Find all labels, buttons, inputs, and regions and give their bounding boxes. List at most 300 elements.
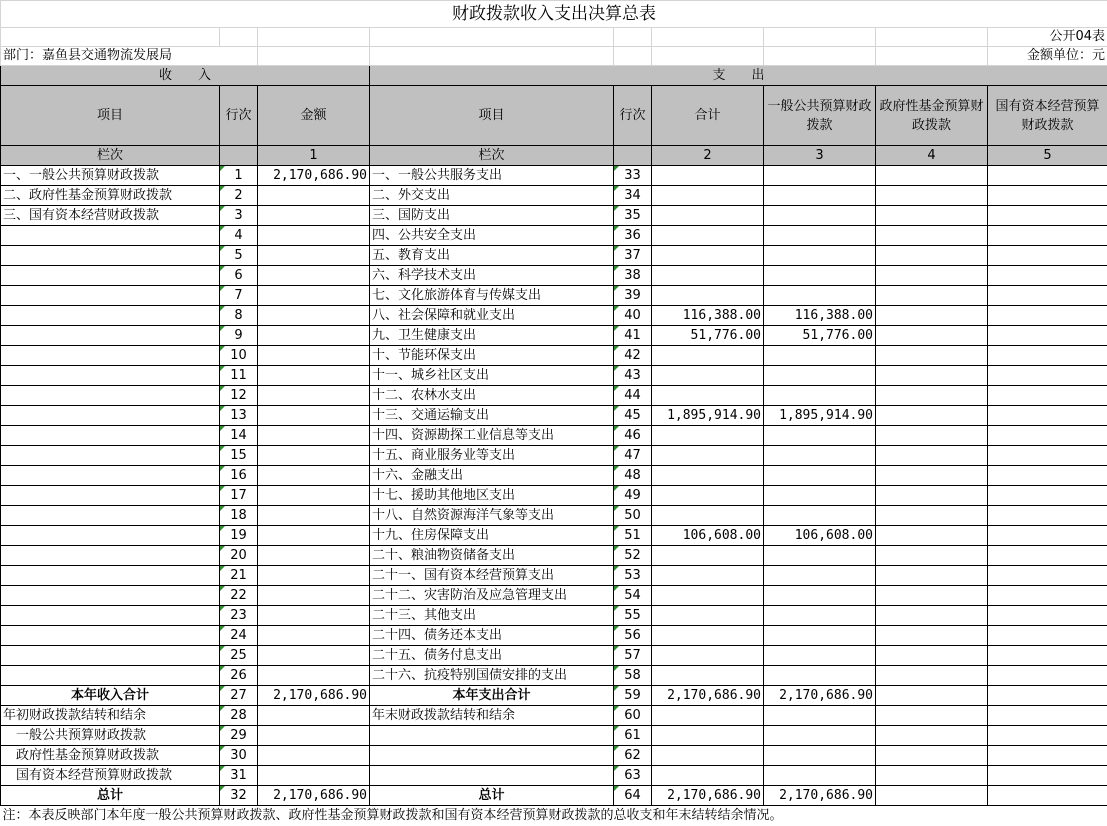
- income-amount: [258, 746, 370, 766]
- income-item: [1, 626, 220, 646]
- gov-fund-amount: [876, 446, 988, 466]
- gov-fund-amount: [876, 766, 988, 786]
- income-amount: [258, 526, 370, 546]
- income-item: [1, 386, 220, 406]
- gov-fund-amount: [876, 526, 988, 546]
- expense-item: 五、教育支出: [370, 246, 614, 266]
- income-item: [1, 426, 220, 446]
- total-amount: [652, 506, 764, 526]
- state-capital-amount: [988, 406, 1107, 426]
- general-budget-amount: [764, 626, 876, 646]
- state-capital-amount: [988, 246, 1107, 266]
- table-row: [1, 406, 1107, 426]
- general-budget-amount: [764, 246, 876, 266]
- income-item: [1, 326, 220, 346]
- general-budget-amount: [764, 426, 876, 446]
- expense-item: 二十三、其他支出: [370, 606, 614, 626]
- col-num-3: 3: [764, 146, 876, 166]
- general-budget-amount: [764, 366, 876, 386]
- general-budget-amount: [764, 186, 876, 206]
- total-amount: [652, 446, 764, 466]
- expense-rowno: 42: [614, 346, 652, 366]
- expense-item: 十六、金融支出: [370, 466, 614, 486]
- gov-fund-amount: [876, 266, 988, 286]
- table-row: [1, 686, 1107, 706]
- general-budget-amount: [764, 506, 876, 526]
- expense-item: 十三、交通运输支出: [370, 406, 614, 426]
- table-row: [1, 726, 1107, 746]
- state-capital-amount: [988, 226, 1107, 246]
- income-rowno: 16: [220, 466, 258, 486]
- income-header: 收 入: [1, 66, 370, 86]
- income-amount: [258, 406, 370, 426]
- gov-fund-amount: [876, 726, 988, 746]
- income-rowno: 25: [220, 646, 258, 666]
- expense-rowno: 48: [614, 466, 652, 486]
- income-amount: [258, 606, 370, 626]
- gov-fund-amount: [876, 586, 988, 606]
- income-amount: [258, 646, 370, 666]
- general-budget-amount: 2,170,686.90: [764, 786, 876, 806]
- income-amount: [258, 386, 370, 406]
- total-amount: 2,170,686.90: [652, 786, 764, 806]
- total-amount: [652, 186, 764, 206]
- table-row: [1, 446, 1107, 466]
- income-rowno: 5: [220, 246, 258, 266]
- form-code: 公开04表: [988, 28, 1107, 47]
- expense-rowno: 39: [614, 286, 652, 306]
- expense-item: 九、卫生健康支出: [370, 326, 614, 346]
- income-item: [1, 546, 220, 566]
- table-row: [1, 326, 1107, 346]
- expense-item: 二十二、灾害防治及应急管理支出: [370, 586, 614, 606]
- expense-rowno: 38: [614, 266, 652, 286]
- state-capital-amount: [988, 486, 1107, 506]
- gov-fund-amount: [876, 666, 988, 686]
- income-rowno: 24: [220, 626, 258, 646]
- expense-rowno: 36: [614, 226, 652, 246]
- gov-fund-amount: [876, 466, 988, 486]
- income-amount: [258, 286, 370, 306]
- general-budget-amount: [764, 226, 876, 246]
- income-amount: [258, 706, 370, 726]
- income-rowno: 27: [220, 686, 258, 706]
- page-title: 财政拨款收入支出决算总表: [1, 1, 1107, 28]
- general-budget-amount: [764, 346, 876, 366]
- total-amount: [652, 286, 764, 306]
- state-capital-amount: [988, 706, 1107, 726]
- table-row: [1, 706, 1107, 726]
- state-capital-amount: [988, 186, 1107, 206]
- total-amount: [652, 666, 764, 686]
- total-amount: [652, 766, 764, 786]
- general-budget-amount: [764, 206, 876, 226]
- income-rowno: 1: [220, 166, 258, 186]
- table-row: [1, 626, 1107, 646]
- total-amount: [652, 626, 764, 646]
- table-row: [1, 206, 1107, 226]
- total-amount: [652, 586, 764, 606]
- income-item: 三、国有资本经营财政拨款: [1, 206, 220, 226]
- income-rowno-header: 行次: [220, 86, 258, 146]
- gov-fund-header: 政府性基金预算财政拨款: [876, 86, 988, 146]
- state-capital-amount: [988, 686, 1107, 706]
- income-rowno: 8: [220, 306, 258, 326]
- total-amount: [652, 246, 764, 266]
- expense-item: 十四、资源勘探工业信息等支出: [370, 426, 614, 446]
- income-item: 一、一般公共预算财政拨款: [1, 166, 220, 186]
- footnote: 注：本表反映部门本年度一般公共预算财政拨款、政府性基金预算财政拨款和国有资本经营预算财政拨款的总收支和年末结转结余情况。: [1, 806, 1107, 826]
- general-budget-amount: 51,776.00: [764, 326, 876, 346]
- total-amount: [652, 746, 764, 766]
- general-budget-amount: [764, 266, 876, 286]
- total-amount: [652, 166, 764, 186]
- table-row: [1, 646, 1107, 666]
- state-capital-amount: [988, 446, 1107, 466]
- total-amount: [652, 226, 764, 246]
- expense-item: 七、文化旅游体育与传媒支出: [370, 286, 614, 306]
- state-capital-amount: [988, 506, 1107, 526]
- expense-item: 本年支出合计: [370, 686, 614, 706]
- total-header: 合计: [652, 86, 764, 146]
- total-amount: [652, 566, 764, 586]
- state-capital-amount: [988, 366, 1107, 386]
- gov-fund-amount: [876, 366, 988, 386]
- general-budget-amount: [764, 286, 876, 306]
- gov-fund-amount: [876, 286, 988, 306]
- total-amount: [652, 466, 764, 486]
- expense-item: 二十一、国有资本经营预算支出: [370, 566, 614, 586]
- total-amount: 2,170,686.90: [652, 686, 764, 706]
- income-rowno: 10: [220, 346, 258, 366]
- gov-fund-amount: [876, 406, 988, 426]
- state-capital-amount: [988, 786, 1107, 806]
- income-rowno: 20: [220, 546, 258, 566]
- state-capital-amount: [988, 326, 1107, 346]
- income-rowno: 23: [220, 606, 258, 626]
- table-row: [1, 306, 1107, 326]
- income-amount: [258, 186, 370, 206]
- total-amount: [652, 726, 764, 746]
- table-row: [1, 746, 1107, 766]
- state-capital-amount: [988, 266, 1107, 286]
- table-row: [1, 426, 1107, 446]
- total-amount: [652, 606, 764, 626]
- expense-item: 二十五、债务付息支出: [370, 646, 614, 666]
- table-row: [1, 486, 1107, 506]
- income-item: [1, 306, 220, 326]
- income-amount: [258, 666, 370, 686]
- total-amount: [652, 206, 764, 226]
- col-num-2: 2: [652, 146, 764, 166]
- table-row: [1, 586, 1107, 606]
- expense-rowno-header: 行次: [614, 86, 652, 146]
- gov-fund-amount: [876, 786, 988, 806]
- income-item: [1, 266, 220, 286]
- gov-fund-amount: [876, 426, 988, 446]
- income-rowno: 6: [220, 266, 258, 286]
- total-amount: [652, 486, 764, 506]
- income-amount: [258, 266, 370, 286]
- state-capital-amount: [988, 346, 1107, 366]
- general-budget-header: 一般公共预算财政拨款: [764, 86, 876, 146]
- general-budget-amount: [764, 566, 876, 586]
- table-row: [1, 666, 1107, 686]
- general-budget-amount: [764, 486, 876, 506]
- gov-fund-amount: [876, 386, 988, 406]
- income-rowno: 9: [220, 326, 258, 346]
- state-capital-amount: [988, 646, 1107, 666]
- general-budget-amount: 106,608.00: [764, 526, 876, 546]
- general-budget-amount: 116,388.00: [764, 306, 876, 326]
- state-capital-amount: [988, 606, 1107, 626]
- general-budget-amount: 1,895,914.90: [764, 406, 876, 426]
- expense-item: [370, 726, 614, 746]
- expense-item-header: 项目: [370, 86, 614, 146]
- gov-fund-amount: [876, 226, 988, 246]
- income-item: 总计: [1, 786, 220, 806]
- table-row: [1, 766, 1107, 786]
- general-budget-amount: [764, 666, 876, 686]
- income-amount: [258, 426, 370, 446]
- income-item: 二、政府性基金预算财政拨款: [1, 186, 220, 206]
- income-item: [1, 346, 220, 366]
- income-item: [1, 446, 220, 466]
- income-rowno: 12: [220, 386, 258, 406]
- income-item-header: 项目: [1, 86, 220, 146]
- income-rowno: 13: [220, 406, 258, 426]
- expense-rowno: 63: [614, 766, 652, 786]
- total-amount: 1,895,914.90: [652, 406, 764, 426]
- income-rowno: 21: [220, 566, 258, 586]
- general-budget-amount: [764, 386, 876, 406]
- general-budget-amount: [764, 586, 876, 606]
- expense-rowno: 40: [614, 306, 652, 326]
- total-amount: [652, 366, 764, 386]
- expense-rowno: 47: [614, 446, 652, 466]
- income-item: [1, 606, 220, 626]
- total-amount: [652, 386, 764, 406]
- income-rowno: 11: [220, 366, 258, 386]
- state-capital-amount: [988, 426, 1107, 446]
- income-item: [1, 246, 220, 266]
- expense-item: 二、外交支出: [370, 186, 614, 206]
- gov-fund-amount: [876, 746, 988, 766]
- income-rowno: 17: [220, 486, 258, 506]
- expense-item: 二十四、债务还本支出: [370, 626, 614, 646]
- income-amount: [258, 546, 370, 566]
- income-amount: [258, 346, 370, 366]
- gov-fund-amount: [876, 606, 988, 626]
- expense-rowno: 43: [614, 366, 652, 386]
- expense-rowno: 64: [614, 786, 652, 806]
- expense-item: 年末财政拨款结转和结余: [370, 706, 614, 726]
- table-row: [1, 506, 1107, 526]
- total-amount: [652, 266, 764, 286]
- total-amount: 106,608.00: [652, 526, 764, 546]
- expense-rowno: 51: [614, 526, 652, 546]
- income-amount: [258, 486, 370, 506]
- income-rowno: 19: [220, 526, 258, 546]
- income-item: [1, 226, 220, 246]
- expense-rowno: 62: [614, 746, 652, 766]
- general-budget-amount: [764, 706, 876, 726]
- expense-item: 十、节能环保支出: [370, 346, 614, 366]
- expense-item: 总计: [370, 786, 614, 806]
- col-num-5: 5: [988, 146, 1107, 166]
- expense-rowno: 33: [614, 166, 652, 186]
- income-amount: 2,170,686.90: [258, 166, 370, 186]
- total-amount: 51,776.00: [652, 326, 764, 346]
- income-amount: [258, 326, 370, 346]
- expense-rowno: 50: [614, 506, 652, 526]
- gov-fund-amount: [876, 506, 988, 526]
- gov-fund-amount: [876, 646, 988, 666]
- table-row: [1, 546, 1107, 566]
- expense-rowno: 54: [614, 586, 652, 606]
- income-amount: [258, 506, 370, 526]
- expense-rowno: 46: [614, 426, 652, 446]
- general-budget-amount: [764, 646, 876, 666]
- income-item: 政府性基金预算财政拨款: [1, 746, 220, 766]
- income-amount: 2,170,686.90: [258, 686, 370, 706]
- income-amount: [258, 626, 370, 646]
- gov-fund-amount: [876, 246, 988, 266]
- income-amount: [258, 766, 370, 786]
- expense-item: 二十六、抗疫特别国债安排的支出: [370, 666, 614, 686]
- income-item: [1, 506, 220, 526]
- income-rowno: 28: [220, 706, 258, 726]
- expense-item: 十八、自然资源海洋气象等支出: [370, 506, 614, 526]
- state-capital-amount: [988, 206, 1107, 226]
- income-item: [1, 526, 220, 546]
- general-budget-amount: [764, 166, 876, 186]
- state-capital-amount: [988, 766, 1107, 786]
- table-row: [1, 366, 1107, 386]
- total-amount: [652, 426, 764, 446]
- income-item: [1, 646, 220, 666]
- expense-rowno: 53: [614, 566, 652, 586]
- expense-rowno: 37: [614, 246, 652, 266]
- gov-fund-amount: [876, 566, 988, 586]
- gov-fund-amount: [876, 346, 988, 366]
- gov-fund-amount: [876, 166, 988, 186]
- expense-rowno: 61: [614, 726, 652, 746]
- total-amount: [652, 706, 764, 726]
- state-capital-amount: [988, 526, 1107, 546]
- col-label: 栏次: [1, 146, 220, 166]
- income-item: [1, 286, 220, 306]
- department-label: 部门：嘉鱼县交通物流发展局: [1, 47, 258, 66]
- state-capital-amount: [988, 166, 1107, 186]
- income-item: [1, 466, 220, 486]
- expense-rowno: 41: [614, 326, 652, 346]
- gov-fund-amount: [876, 326, 988, 346]
- income-amount: [258, 206, 370, 226]
- expense-rowno: 35: [614, 206, 652, 226]
- expense-item: 二十、粮油物资储备支出: [370, 546, 614, 566]
- total-amount: 116,388.00: [652, 306, 764, 326]
- income-amount: [258, 726, 370, 746]
- table-row: [1, 226, 1107, 246]
- income-rowno: 32: [220, 786, 258, 806]
- col-num-4: 4: [876, 146, 988, 166]
- income-rowno: 18: [220, 506, 258, 526]
- expense-item: 六、科学技术支出: [370, 266, 614, 286]
- table-row: [1, 246, 1107, 266]
- income-amount-header: 金额: [258, 86, 370, 146]
- state-capital-amount: [988, 726, 1107, 746]
- income-rowno: 3: [220, 206, 258, 226]
- income-item: 年初财政拨款结转和结余: [1, 706, 220, 726]
- table-row: [1, 186, 1107, 206]
- expense-rowno: 49: [614, 486, 652, 506]
- col-num-1: 1: [258, 146, 370, 166]
- income-item: 国有资本经营预算财政拨款: [1, 766, 220, 786]
- state-capital-amount: [988, 666, 1107, 686]
- state-capital-amount: [988, 546, 1107, 566]
- state-capital-amount: [988, 586, 1107, 606]
- general-budget-amount: [764, 546, 876, 566]
- income-rowno: 26: [220, 666, 258, 686]
- table-row: [1, 566, 1107, 586]
- general-budget-amount: [764, 726, 876, 746]
- state-capital-amount: [988, 626, 1107, 646]
- table-row: [1, 526, 1107, 546]
- total-amount: [652, 646, 764, 666]
- expense-rowno: 52: [614, 546, 652, 566]
- total-amount: [652, 346, 764, 366]
- table-row: [1, 386, 1107, 406]
- gov-fund-amount: [876, 706, 988, 726]
- general-budget-amount: [764, 466, 876, 486]
- gov-fund-amount: [876, 686, 988, 706]
- state-capital-header: 国有资本经营预算财政拨款: [988, 86, 1107, 146]
- expense-item: [370, 766, 614, 786]
- table-row: [1, 466, 1107, 486]
- col-label: 栏次: [370, 146, 614, 166]
- income-amount: 2,170,686.90: [258, 786, 370, 806]
- expense-rowno: 59: [614, 686, 652, 706]
- gov-fund-amount: [876, 626, 988, 646]
- income-amount: [258, 586, 370, 606]
- table-row: [1, 286, 1107, 306]
- income-amount: [258, 366, 370, 386]
- income-rowno: 7: [220, 286, 258, 306]
- expense-item: 八、社会保障和就业支出: [370, 306, 614, 326]
- expense-rowno: 34: [614, 186, 652, 206]
- income-rowno: 4: [220, 226, 258, 246]
- general-budget-amount: [764, 766, 876, 786]
- income-item: [1, 566, 220, 586]
- state-capital-amount: [988, 306, 1107, 326]
- income-amount: [258, 246, 370, 266]
- state-capital-amount: [988, 286, 1107, 306]
- table-row: [1, 606, 1107, 626]
- expense-item: 十九、住房保障支出: [370, 526, 614, 546]
- expense-rowno: 45: [614, 406, 652, 426]
- gov-fund-amount: [876, 546, 988, 566]
- income-item: 本年收入合计: [1, 686, 220, 706]
- expense-rowno: 58: [614, 666, 652, 686]
- expense-item: [370, 746, 614, 766]
- expense-item: 三、国防支出: [370, 206, 614, 226]
- income-item: 一般公共预算财政拨款: [1, 726, 220, 746]
- income-item: [1, 666, 220, 686]
- expense-item: 十二、农林水支出: [370, 386, 614, 406]
- income-amount: [258, 446, 370, 466]
- table-row: [1, 346, 1107, 366]
